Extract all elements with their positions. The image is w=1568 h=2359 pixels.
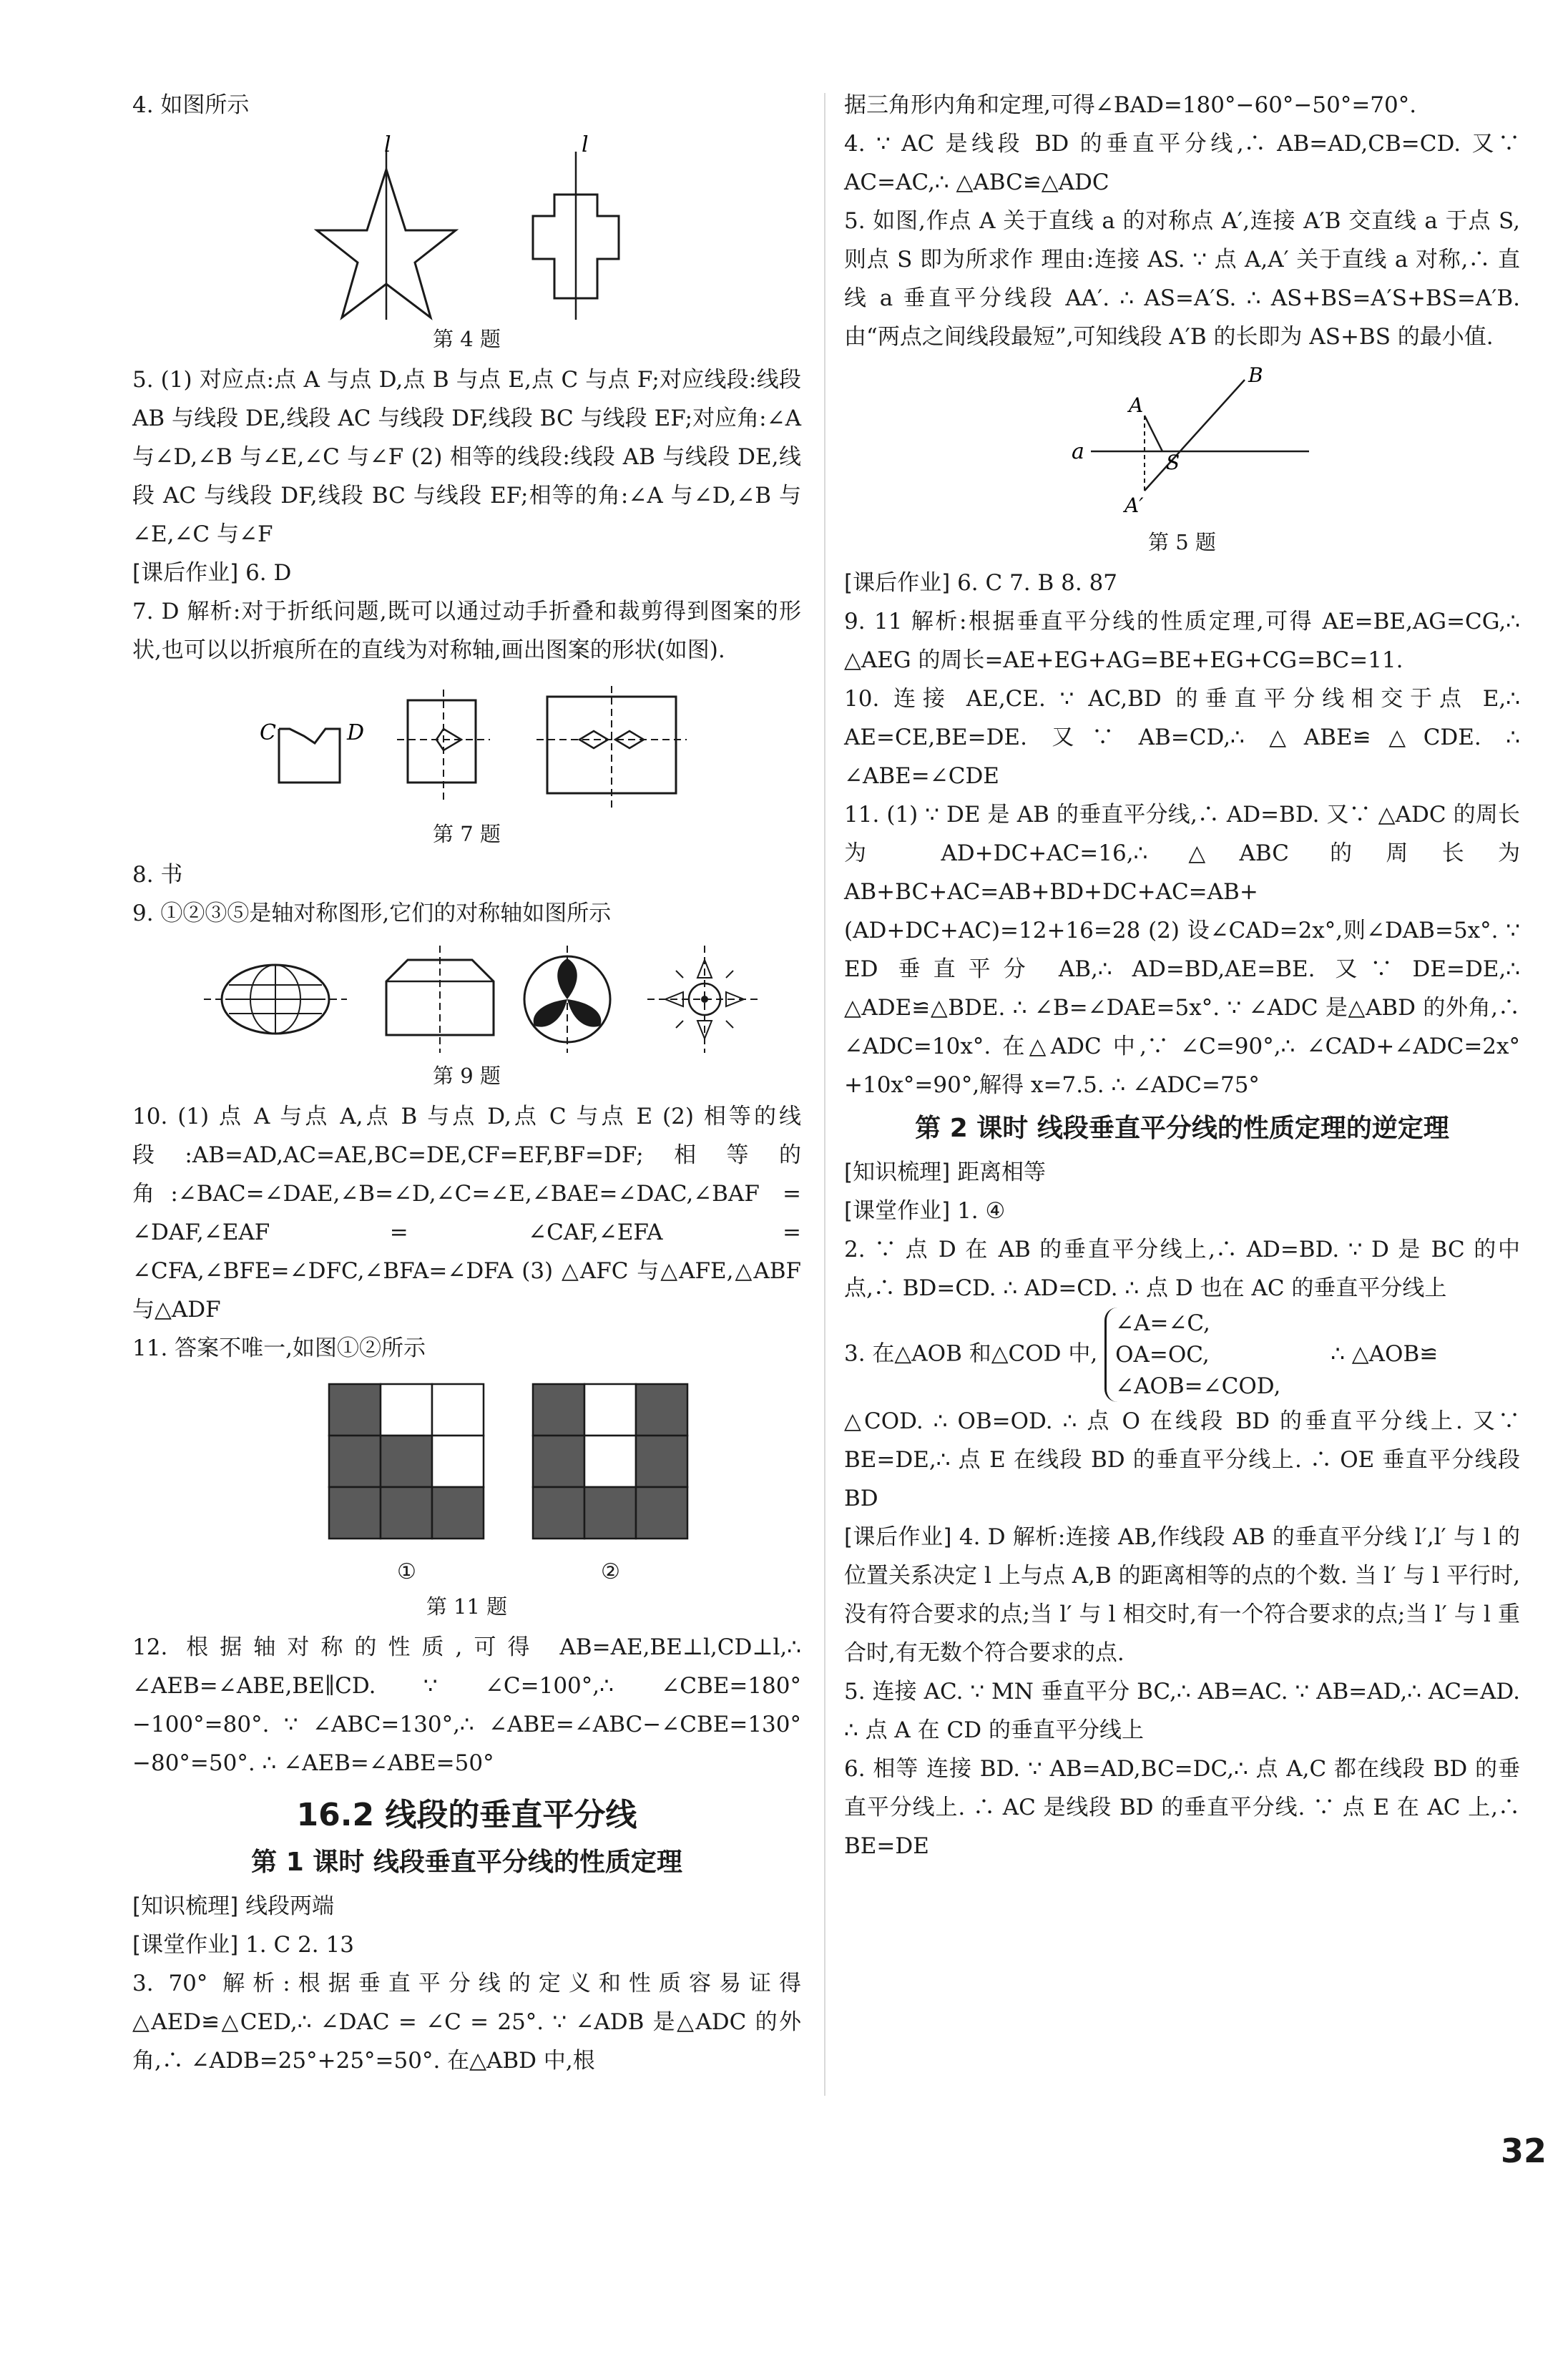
answer-3-lesson-1: 3. 70° 解析:根据垂直平分线的定义和性质容易证得△AED≌△CED,∴ ∠DAC = ∠C = 25°. ∵ ∠ADB 是△ADC 的外角,∴ ∠ADB=25°+25°=50°. 在△ABD 中,根 (132, 1971, 801, 2074)
system-line-1: ∠A=∠C, (1115, 1310, 1210, 1336)
answer-8: 8. 书 (132, 862, 183, 888)
homework-tag: [课后作业] (132, 560, 239, 586)
answer-12: 12. 根据轴对称的性质,可得 AB=AE,BE⊥l,CD⊥l,∴ ∠AEB=∠ABE,BE∥CD. ∵ ∠C=100°,∴ ∠CBE=180°−100°=80°. ∵ ∠ABC=130°,∴ ∠ABE=∠ABC−∠CBE=130°−80°=50°. ∴ ∠AEB=∠ABE=50° (132, 1634, 801, 1776)
classwork-line-2 (844, 1192, 1520, 1230)
answer-10: 10. (1) 点 A 与点 A,点 B 与点 D,点 C 与点 E (2) 相等的线段:AB=AD,AC=AE,BC=DE,CF=EF,BF=DF;相等的角:∠BAC=∠DAE,∠B=∠D,∠C=∠E,∠BAE=∠DAC,∠BAF = ∠DAF,∠EAF = ∠CAF,∠EFA = ∠CFA,∠BFE=∠DFC,∠BFA=∠DFA (3) △AFC 与△AFE,△ABF 与△ADF (132, 1104, 801, 1323)
figure-5-caption: 第 5 题 (1148, 530, 1216, 554)
answer-2-lesson-2: 2. ∵ 点 D 在 AB 的垂直平分线上,∴ AD=BD. ∵ D 是 BC 的中点,∴ BD=CD. ∴ AD=CD. ∴ 点 D 也在 AC 的垂直平分线上 (844, 1237, 1520, 1301)
answer-9-lesson-1: 9. 11 解析:根据垂直平分线的性质定理,可得 AE=BE,AG=CG,∴ △AEG 的周长=AE+EG+AG=BE+EG+CG=BC=11. (844, 609, 1520, 673)
knowledge-line-1 (132, 1887, 801, 1926)
answer-3-prefix: 3. 在△AOB 和△COD 中, (844, 1340, 1098, 1367)
lesson-2-title: 第 2 课时 线段垂直平分线的性质定理的逆定理 (915, 1114, 1449, 1143)
knowledge-line-2 (844, 1153, 1520, 1192)
figure-4-drawing (132, 130, 801, 323)
knowledge-answer-1: 线段两端 (245, 1893, 335, 1919)
figure-11-caption: 第 11 题 (426, 1594, 508, 1619)
answer-5-lesson-2: 5. 连接 AC. ∵ MN 垂直平分 BC,∴ AB=AC. ∵ AB=AD,∴ AC=AD. ∴ 点 A 在 CD 的垂直平分线上 (844, 1679, 1520, 1743)
fig5-label-point-b: B (1248, 363, 1263, 387)
answer-4-lesson-2: 4. D 解析:连接 AB,作线段 AB 的垂直平分线 l′,l′ 与 l 的位置关系决定 l 上与点 A,B 的距离相等的点的个数. 当 l′ 与 l 平行时,没有符合要求的点;当 l′ 与 l 相交时,有一个符合要求的点;当 l′ 与 l 重合时,有无数个符合要求的点. (844, 1524, 1520, 1666)
answer-3-continued: 据三角形内角和定理,可得∠BAD=180°−60°−50°=70°. (844, 92, 1417, 118)
answer-3-lesson-2 (844, 1308, 1520, 1402)
right-column (844, 86, 1520, 1865)
homework-line-6 (132, 554, 801, 592)
answer-11-lesson-1: 11. (1) ∵ DE 是 AB 的垂直平分线,∴ AD=BD. 又∵ △ADC 的周长为 AD+DC+AC=16,∴ △ABC 的周长为 AB+BC+AC=AB+BD+DC+AC=AB+(AD+DC+AC)=12+16=28 (2) 设∠CAD=2x°,则∠DAB=5x°. ∵ ED 垂直平分 AB,∴ AD=BD,AE=BE. 又∵ DE=DE,∴ △ADE≌△BDE. ∴ ∠B=∠DAE=5x°. ∵ ∠ADC 是△ABD 的外角,∴ ∠ADC=10x°. 在△ADC 中,∵ ∠C=90°,∴ ∠CAD+∠ADC=2x°+10x°=90°,解得 x=7.5. ∴ ∠ADC=75° (844, 802, 1520, 1098)
figure-11-labels (132, 1559, 801, 1591)
column-divider (824, 93, 825, 2096)
answer-7: 7. D 解析:对于折纸问题,既可以通过动手折叠和裁剪得到图案的形状,也可以以折痕所在的直线为对称轴,画出图案的形状(如图). (132, 599, 801, 663)
system-line-3: ∠AOB=∠COD, (1115, 1373, 1281, 1399)
classwork-answers-1: 1. C 2. 13 (245, 1932, 354, 1958)
figure-7 (132, 675, 801, 850)
fig4-axis-label-2: l (582, 132, 589, 157)
answer-5-lesson-1: 5. 如图,作点 A 关于直线 a 的对称点 A′,连接 A′B 交直线 a 于点 S,则点 S 即为所求作 理由:连接 AS. ∵ 点 A,A′ 关于直线 a 对称,∴ 直线 a 垂直平分线段 AA′. ∴ AS=A′S. ∴ AS+BS=A′S+BS=A′B. 由“两点之间线段最短”,可知线段 A′B 的长即为 AS+BS 的最小值. (844, 208, 1520, 350)
left-column (132, 86, 801, 2080)
answer-11: 11. 答案不唯一,如图①②所示 (132, 1335, 426, 1361)
homework-line-6-8 (844, 564, 1520, 602)
answer-9: 9. ①②③⑤是轴对称图形,它们的对称轴如图所示 (132, 901, 612, 926)
homework-line-4 (844, 1518, 1520, 1672)
answer-5: 5. (1) 对应点:点 A 与点 D,点 B 与点 E,点 C 与点 F;对应线段:线段 AB 与线段 DE,线段 AC 与线段 DF,线段 BC 与线段 EF;对应角:∠A 与∠D,∠B 与∠E,∠C 与∠F (2) 相等的线段:线段 AB 与线段 DE,线段 AC 与线段 DF,线段 BC 与线段 EF;相等的角:∠A 与∠D,∠B 与∠E,∠C 与∠F (132, 367, 801, 547)
answers-6-8: 6. C 7. B 8. 87 (957, 570, 1118, 596)
fig5-label-point-a-prime: A′ (1124, 494, 1144, 517)
figure-5 (844, 362, 1520, 558)
figure-11-drawing (132, 1373, 801, 1559)
classwork-tag: [课堂作业] (132, 1932, 239, 1958)
answer-3-rest: △COD. ∴ OB=OD. ∴ 点 O 在线段 BD 的垂直平分线上. 又∵ BE=DE,∴ 点 E 在线段 BD 的垂直平分线上. ∴ OE 垂直平分线段 BD (844, 1408, 1520, 1511)
figure-4-caption: 第 4 题 (433, 327, 501, 351)
figure-4 (132, 130, 801, 355)
figure-5-drawing (844, 362, 1520, 526)
section-title: 16.2 线段的垂直平分线 (296, 1797, 637, 1833)
fig5-label-point-a: A (1129, 393, 1144, 417)
homework-tag-2: [课后作业] (844, 1524, 952, 1550)
page-number: 32 (1500, 2132, 1547, 2170)
knowledge-tag: [知识梳理] (132, 1893, 239, 1919)
classwork-answer-2: 1. ④ (957, 1198, 1006, 1224)
fig7-label-c: C (260, 720, 276, 745)
answer-3-conclusion: ∴ △AOB≌ (1331, 1340, 1439, 1367)
answer-4: 4. 如图所示 (132, 92, 250, 118)
answer-6-lesson-2: 6. 相等 连接 BD. ∵ AB=AD,BC=DC,∴ 点 A,C 都在线段 BD 的垂直平分线上. ∴ AC 是线段 BD 的垂直平分线. ∵ 点 E 在 AC 上,∴ BE=DE (844, 1756, 1520, 1859)
fig7-label-d: D (347, 720, 365, 745)
classwork-tag-2: [课堂作业] (844, 1198, 951, 1224)
answer-6: 6. D (245, 560, 292, 586)
homework-tag-right: [课后作业] (844, 570, 951, 596)
figure-7-drawing (132, 675, 801, 818)
fig5-label-point-s: S (1166, 451, 1180, 474)
classwork-line-1 (132, 1926, 801, 1964)
equation-system (1104, 1308, 1280, 1402)
figure-11 (132, 1373, 801, 1622)
fig4-axis-label-1: l (384, 132, 391, 157)
figure-9-drawing (132, 938, 801, 1060)
fig11-label-2: ② (601, 1559, 620, 1584)
figure-9-caption: 第 9 题 (433, 1064, 501, 1088)
system-line-2: OA=OC, (1115, 1342, 1210, 1368)
figure-9 (132, 938, 801, 1092)
knowledge-tag-2: [知识梳理] (844, 1159, 951, 1185)
fig11-label-1: ① (397, 1559, 416, 1584)
figure-7-caption: 第 7 题 (433, 822, 501, 846)
answer-4-lesson-1: 4. ∵ AC 是线段 BD 的垂直平分线,∴ AB=AD,CB=CD. 又∵ AC=AC,∴ △ABC≌△ADC (844, 131, 1520, 195)
fig5-label-a: a (1072, 439, 1084, 464)
knowledge-answer-2: 距离相等 (957, 1159, 1047, 1185)
lesson-1-title: 第 1 课时 线段垂直平分线的性质定理 (251, 1848, 682, 1877)
answer-10-lesson-1: 10. 连接 AE,CE. ∵ AC,BD 的垂直平分线相交于点 E,∴ AE=CE,BE=DE. 又∵ AB=CD,∴ △ABE≌△CDE. ∴ ∠ABE=∠CDE (844, 686, 1520, 789)
